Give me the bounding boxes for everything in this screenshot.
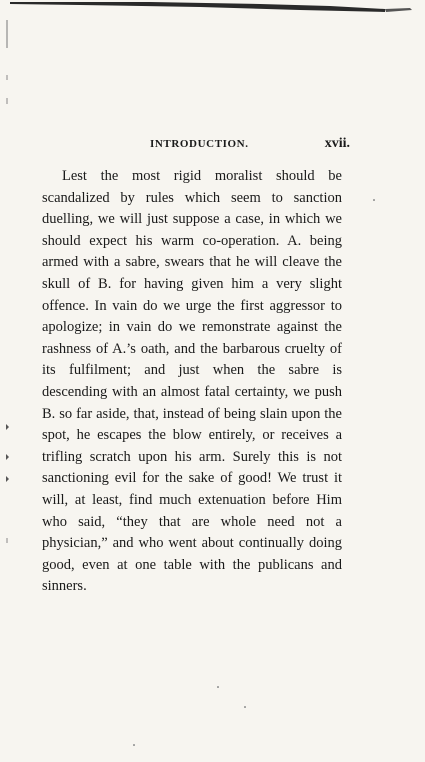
page-top-edge-rule bbox=[0, 0, 425, 18]
page-number: xvii. bbox=[324, 136, 350, 151]
paper-speck bbox=[244, 706, 246, 708]
body-paragraph: Lest the most rigid moralist should be scandalized by rules which seem to sanction duelling, we will just suppose a case, in which we should expect his warm co-operation. A. being armed with a sabre, swears that he will cleave the skull of B. for having given him a very slight offence. In vain do we urge the first aggressor to apologize; in vain do we remonstrate against the rashness of A.’s oath, and the barbarous cruelty of its fulfilment; and just when the sabre is descending with an almost fatal certainty, we push B. so far aside, that, instead of being slain upon the spot, he escapes the blow entirely, or receives a trifling scratch upon his arm. Surely this is not sanctioning evil for the sake of good! We trust it will, at least, find much extenuation before Him who said, “they that are whole need not a physician,” and who went about continually doing good, even at one table with the publicans and sinners. bbox=[42, 168, 342, 595]
running-head bbox=[150, 138, 350, 156]
paper-speck bbox=[133, 744, 135, 746]
running-head-title: INTRODUCTION. bbox=[150, 138, 249, 150]
left-margin-marks bbox=[0, 0, 14, 762]
paper-speck bbox=[217, 686, 219, 688]
paper-speck bbox=[373, 199, 375, 201]
